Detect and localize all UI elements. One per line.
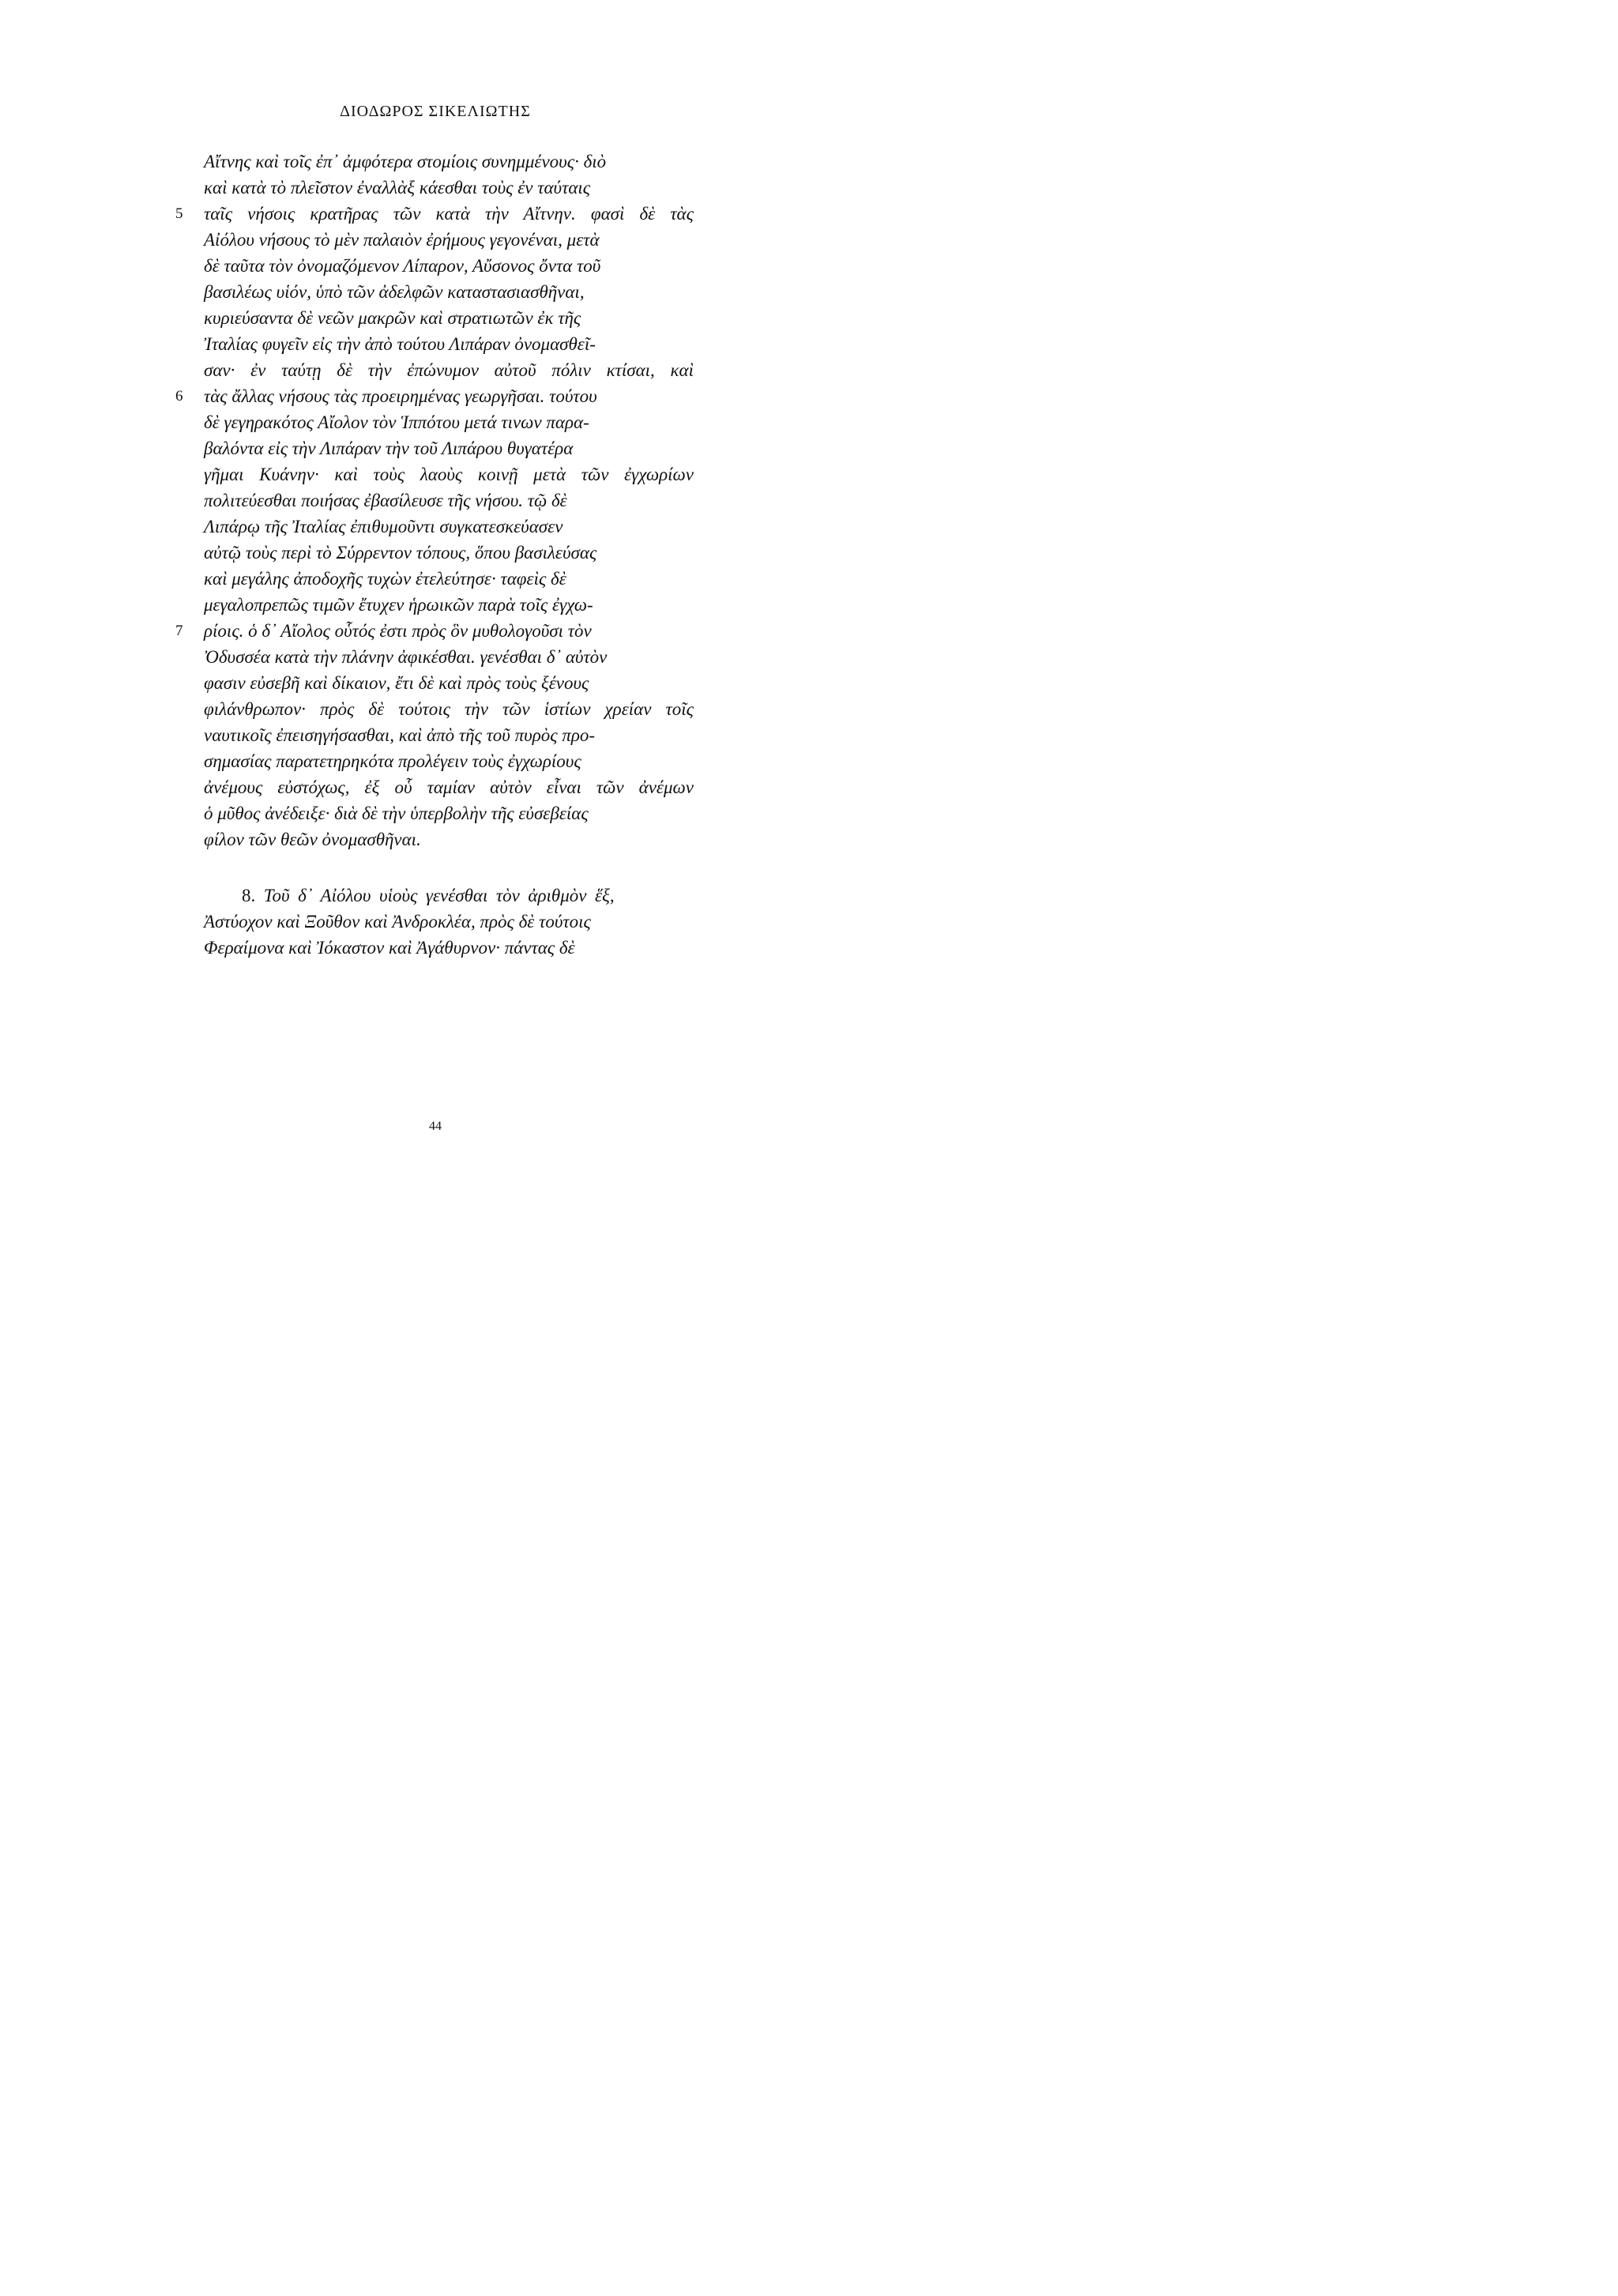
- text-line: [204, 644, 694, 670]
- text-line: [204, 592, 694, 618]
- line-text: πολιτεύεσθαι ποιήσας ἐβασίλευσε τῆς νήσου. τῷ δὲ: [204, 491, 567, 510]
- marginal-section-number: 7: [175, 623, 183, 639]
- line-text: σημασίας παρατετηρηκότα προλέγειν τοὺς ἐγχωρίους: [204, 751, 581, 771]
- text-line: [204, 435, 694, 461]
- text-line: [204, 487, 694, 514]
- line-text: ρίοις. ὁ δ᾽ Αἴολος οὗτός ἐστι πρὸς ὃν μυθολογοῦσι τὸν: [204, 621, 592, 641]
- main-text: [175, 149, 694, 961]
- text-line: [204, 909, 694, 935]
- line-text: ναυτικοῖς ἐπεισηγήσασθαι, καὶ ἀπὸ τῆς τοῦ πυρὸς προ-: [204, 725, 596, 745]
- text-line: [204, 409, 694, 435]
- line-text: Τοῦ δ᾽ Αἰόλου υἱοὺς γενέσθαι τὸν ἀριθμὸν ἕξ,: [263, 886, 615, 905]
- line-text: βαλόντα εἰς τὴν Λιπάραν τὴν τοῦ Λιπάρου θυγατέρα: [204, 438, 574, 458]
- text-line: [175, 618, 694, 644]
- text-line: [204, 540, 694, 566]
- line-text: φιλάνθρωπον· πρὸς δὲ τούτοις τὴν τῶν ἱστίων χρείαν τοῖς: [204, 699, 694, 719]
- marginal-section-number: 5: [175, 205, 183, 222]
- line-text: δὲ ταῦτα τὸν ὀνομαζόμενον Λίπαρον, Αὔσονος ὄντα τοῦ: [204, 256, 601, 276]
- text-line: [204, 461, 694, 487]
- line-text: ταῖς νήσοις κρατῆρας τῶν κατὰ τὴν Αἴτνην. φασὶ δὲ τὰς: [204, 204, 694, 224]
- text-line: [204, 227, 694, 253]
- line-text: φασιν εὐσεβῆ καὶ δίκαιον, ἔτι δὲ καὶ πρὸς τοὺς ξένους: [204, 673, 589, 693]
- text-line: [204, 357, 694, 383]
- line-text: Λιπάρῳ τῆς Ἰταλίας ἐπιθυμοῦντι συγκατεσκεύασεν: [204, 517, 563, 536]
- line-text: κυριεύσαντα δὲ νεῶν μακρῶν καὶ στρατιωτῶν ἐκ τῆς: [204, 308, 581, 328]
- text-line: [204, 670, 694, 696]
- text-line: [204, 175, 694, 201]
- text-line: [204, 722, 694, 748]
- text-line: [204, 253, 694, 279]
- line-text: Ἰταλίας φυγεῖν εἰς τὴν ἀπὸ τούτου Λιπάραν ὀνομασθεῖ-: [204, 334, 596, 354]
- text-line: [175, 201, 694, 227]
- page-number: 44: [429, 1120, 442, 1133]
- line-text: αὐτῷ τοὺς περὶ τὸ Σύρρεντον τόπους, ὅπου βασιλεύσας: [204, 543, 597, 563]
- text-line: [204, 566, 694, 592]
- line-text: Αἴτνης καὶ τοῖς ἐπ᾽ ἀμφότερα στομίοις συνημμένους· διὸ: [204, 152, 607, 171]
- running-head: ΔΙΟΔΩΡΟΣ ΣΙΚΕΛΙΩΤΗΣ: [340, 103, 531, 120]
- text-line: [204, 800, 694, 826]
- line-text: Ἀστύοχον καὶ Ξοῦθον καὶ Ἀνδροκλέα, πρὸς δὲ τούτοις: [204, 912, 591, 932]
- line-text: Ὀδυσσέα κατὰ τὴν πλάνην ἀφικέσθαι. γενέσθαι δ᾽ αὐτὸν: [204, 647, 608, 667]
- line-text: σαν· ἐν ταύτῃ δὲ τὴν ἐπώνυμον αὐτοῦ πόλιν κτίσαι, καὶ: [204, 360, 694, 380]
- paragraph-7: [175, 149, 694, 853]
- line-text: βασιλέως υἱόν, ὑπὸ τῶν ἀδελφῶν καταστασιασθῆναι,: [204, 282, 585, 302]
- marginal-section-number: 6: [175, 388, 183, 405]
- line-text: τὰς ἄλλας νήσους τὰς προειρημένας γεωργῆσαι. τούτου: [204, 386, 597, 406]
- paragraph-8: [204, 883, 694, 961]
- line-text: φίλον τῶν θεῶν ὀνομασθῆναι.: [204, 830, 421, 849]
- text-line: [204, 774, 694, 800]
- text-line: [204, 748, 694, 774]
- text-line: [204, 826, 694, 853]
- text-line: [204, 883, 694, 909]
- text-line: [175, 383, 694, 409]
- line-text: μεγαλοπρεπῶς τιμῶν ἔτυχεν ἡρωικῶν παρὰ τοῖς ἐγχω-: [204, 595, 593, 615]
- text-line: [204, 149, 694, 175]
- text-line: [204, 279, 694, 305]
- text-line: [204, 305, 694, 331]
- line-text: ὁ μῦθος ἀνέδειξε· διὰ δὲ τὴν ὑπερβολὴν τῆς εὐσεβείας: [204, 804, 589, 823]
- line-text: γῆμαι Κυάνην· καὶ τοὺς λαοὺς κοινῇ μετὰ τῶν ἐγχωρίων: [204, 465, 694, 484]
- text-line: [204, 935, 694, 961]
- text-line: [204, 696, 694, 722]
- line-text: καὶ κατὰ τὸ πλεῖστον ἐναλλὰξ κάεσθαι τοὺς ἐν ταύταις: [204, 178, 591, 198]
- text-line: [204, 514, 694, 540]
- paragraph-gap: [204, 853, 694, 883]
- line-text: δὲ γεγηρακότος Αἴολον τὸν Ἱππότου μετά τινων παρα-: [204, 412, 589, 432]
- line-text: Αἰόλου νήσους τὸ μὲν παλαιὸν ἐρήμους γεγονέναι, μετὰ: [204, 230, 600, 250]
- line-text: Φεραίμονα καὶ Ἰόκαστον καὶ Ἀγάθυρνον· πάντας δὲ: [204, 938, 575, 958]
- line-text: ἀνέμους εὐστόχως, ἐξ οὗ ταμίαν αὐτὸν εἶναι τῶν ἀνέμων: [204, 777, 694, 797]
- section-number: 8.: [242, 886, 256, 905]
- line-text: καὶ μεγάλης ἀποδοχῆς τυχὼν ἐτελεύτησε· ταφεὶς δὲ: [204, 569, 566, 589]
- text-line: [204, 331, 694, 357]
